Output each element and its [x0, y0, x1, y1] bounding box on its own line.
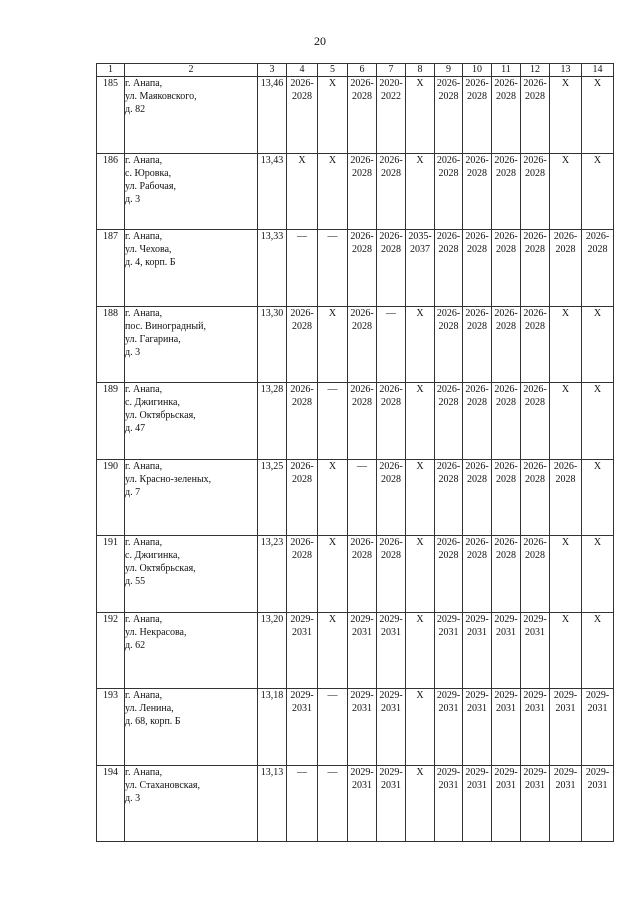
value-cell: 13,23 [258, 536, 287, 613]
address-line: г. Анапа, [125, 613, 163, 625]
period-cell: 2029-2031 [582, 765, 614, 842]
address-cell [125, 230, 258, 307]
address-line: д. 68, корп. Б [125, 716, 181, 727]
period-cell: Х [318, 459, 348, 536]
period-cell: Х [406, 306, 435, 383]
period-cell: 2026-2028 [377, 230, 406, 307]
header-cell: 12 [521, 64, 550, 77]
period-cell: 2026-2028 [492, 153, 521, 230]
period-cell: 2029-2031 [550, 765, 582, 842]
period-cell: Х [318, 77, 348, 154]
row-number: 194 [97, 765, 125, 842]
period-cell: Х [287, 153, 318, 230]
period-cell: 2026-2028 [348, 77, 377, 154]
period-cell: 2026-2028 [377, 383, 406, 460]
address-cell [125, 459, 258, 536]
period-cell: 2029-2031 [287, 689, 318, 766]
register-table [96, 63, 614, 842]
address-line: ул. Некрасова, [125, 626, 187, 638]
address-line: пос. Виноградный, [125, 320, 206, 332]
value-cell: 13,33 [258, 230, 287, 307]
header-cell: 5 [318, 64, 348, 77]
period-cell: Х [406, 153, 435, 230]
row-number: 189 [97, 383, 125, 460]
period-cell: 2029-2031 [435, 612, 463, 689]
row-number: 191 [97, 536, 125, 613]
period-cell: 2026-2028 [550, 230, 582, 307]
period-cell: 2026-2028 [521, 230, 550, 307]
period-cell: 2026-2028 [492, 230, 521, 307]
period-cell: — [318, 765, 348, 842]
address-cell [125, 612, 258, 689]
period-cell: 2026-2028 [435, 230, 463, 307]
row-number: 186 [97, 153, 125, 230]
period-cell: — [348, 459, 377, 536]
period-cell: 2026-2028 [521, 77, 550, 154]
period-cell: Х [406, 689, 435, 766]
address-line: ул. Чехова, [125, 244, 172, 255]
value-cell: 13,46 [258, 77, 287, 154]
address-line: д. 3 [125, 193, 141, 205]
period-cell: 2026-2028 [287, 459, 318, 536]
period-cell: 2029-2031 [521, 765, 550, 842]
address-line: д. 3 [125, 346, 141, 358]
table-row [97, 536, 614, 613]
period-cell: — [287, 765, 318, 842]
period-cell: Х [582, 536, 614, 613]
header-cell: 8 [406, 64, 435, 77]
period-cell: Х [550, 383, 582, 460]
period-cell: 2029-2031 [348, 612, 377, 689]
period-cell: 2026-2028 [348, 153, 377, 230]
header-cell: 11 [492, 64, 521, 77]
period-cell: 2029-2031 [348, 765, 377, 842]
table-row [97, 689, 614, 766]
period-cell: — [318, 383, 348, 460]
period-cell: 2026-2028 [348, 536, 377, 613]
period-cell: Х [582, 153, 614, 230]
period-cell: Х [406, 77, 435, 154]
address-line: с. Джигинка, [125, 550, 180, 561]
address-line: ул. Октябрьская, [125, 563, 196, 574]
period-cell: 2029-2031 [463, 612, 492, 689]
address-line: д. 3 [125, 792, 141, 804]
row-number: 192 [97, 612, 125, 689]
period-cell: 2026-2028 [348, 383, 377, 460]
period-cell: Х [582, 612, 614, 689]
address-line: г. Анапа, [125, 766, 163, 778]
period-cell: Х [406, 383, 435, 460]
period-cell: 2026-2028 [287, 383, 318, 460]
period-cell: Х [318, 153, 348, 230]
table-body [97, 77, 614, 842]
period-cell: 2029-2031 [435, 689, 463, 766]
table-row [97, 383, 614, 460]
period-cell: 2026-2028 [492, 536, 521, 613]
period-cell: 2029-2031 [492, 765, 521, 842]
table-row [97, 765, 614, 842]
value-cell: 13,28 [258, 383, 287, 460]
value-cell: 13,30 [258, 306, 287, 383]
address-cell [125, 689, 258, 766]
address-line: ул. Маяковского, [125, 91, 197, 102]
table-row [97, 612, 614, 689]
period-cell: Х [550, 77, 582, 154]
header-cell: 1 [97, 64, 125, 77]
period-cell: 2029-2031 [377, 612, 406, 689]
value-cell: 13,20 [258, 612, 287, 689]
header-cell: 13 [550, 64, 582, 77]
period-cell: Х [582, 383, 614, 460]
period-cell: 2029-2031 [348, 689, 377, 766]
header-cell: 4 [287, 64, 318, 77]
period-cell: 2026-2028 [521, 306, 550, 383]
period-cell: 2026-2028 [521, 536, 550, 613]
period-cell: 2026-2028 [435, 306, 463, 383]
period-cell: 2026-2028 [521, 383, 550, 460]
period-cell: Х [406, 536, 435, 613]
period-cell: 2026-2028 [521, 459, 550, 536]
period-cell: 2026-2028 [463, 230, 492, 307]
header-cell: 7 [377, 64, 406, 77]
table-row [97, 459, 614, 536]
row-number: 187 [97, 230, 125, 307]
period-cell: 2026-2028 [582, 230, 614, 307]
address-line: ул. Октябрьская, [125, 410, 196, 421]
period-cell: Х [406, 612, 435, 689]
period-cell: 2029-2031 [463, 765, 492, 842]
address-line: ул. Гагарина, [125, 333, 181, 345]
period-cell: 2026-2028 [377, 459, 406, 536]
row-number: 188 [97, 306, 125, 383]
period-cell: Х [318, 306, 348, 383]
period-cell: 2026-2028 [287, 536, 318, 613]
period-cell: 2026-2028 [348, 306, 377, 383]
period-cell: 2029-2031 [287, 612, 318, 689]
period-cell: 2029-2031 [492, 689, 521, 766]
period-cell: 2029-2031 [435, 765, 463, 842]
value-cell: 13,13 [258, 765, 287, 842]
header-cell: 14 [582, 64, 614, 77]
address-line: г. Анапа, [125, 460, 163, 472]
period-cell: 2026-2028 [435, 153, 463, 230]
row-number: 193 [97, 689, 125, 766]
value-cell: 13,43 [258, 153, 287, 230]
address-line: д. 55 [125, 576, 146, 587]
period-cell: 2026-2028 [435, 536, 463, 613]
address-cell [125, 153, 258, 230]
period-cell: 2026-2028 [492, 77, 521, 154]
period-cell: Х [318, 536, 348, 613]
period-cell: 2026-2028 [435, 77, 463, 154]
period-cell: Х [406, 459, 435, 536]
row-number: 190 [97, 459, 125, 536]
period-cell: 2026-2028 [435, 459, 463, 536]
period-cell: 2020-2022 [377, 77, 406, 154]
period-cell: 2026-2028 [492, 459, 521, 536]
header-cell: 10 [463, 64, 492, 77]
page-number: 20 [314, 34, 326, 48]
period-cell: 2029-2031 [377, 689, 406, 766]
period-cell: Х [582, 77, 614, 154]
period-cell: 2026-2028 [348, 230, 377, 307]
table-row [97, 153, 614, 230]
header-cell: 3 [258, 64, 287, 77]
header-cell: 9 [435, 64, 463, 77]
period-cell: — [318, 230, 348, 307]
address-line: ул. Ленина, [125, 703, 174, 714]
address-cell [125, 765, 258, 842]
address-line: г. Анапа, [125, 231, 163, 242]
period-cell: 2029-2031 [521, 689, 550, 766]
header-cell: 2 [125, 64, 258, 77]
address-line: д. 82 [125, 104, 146, 115]
address-line: ул. Красно-зеленых, [125, 473, 212, 485]
period-cell: 2026-2028 [521, 153, 550, 230]
value-cell: 13,18 [258, 689, 287, 766]
header-cell: 6 [348, 64, 377, 77]
period-cell: 2026-2028 [550, 459, 582, 536]
address-cell [125, 77, 258, 154]
period-cell: Х [582, 306, 614, 383]
address-line: г. Анапа, [125, 154, 163, 166]
table-row [97, 230, 614, 307]
address-line: ул. Стахановская, [125, 779, 201, 791]
period-cell: 2029-2031 [550, 689, 582, 766]
period-cell: Х [582, 459, 614, 536]
period-cell: 2029-2031 [492, 612, 521, 689]
header-row [97, 64, 614, 77]
period-cell: 2026-2028 [492, 383, 521, 460]
period-cell: Х [550, 153, 582, 230]
period-cell: 2026-2028 [287, 77, 318, 154]
period-cell: 2026-2028 [463, 153, 492, 230]
period-cell: Х [550, 612, 582, 689]
period-cell: Х [550, 536, 582, 613]
period-cell: — [377, 306, 406, 383]
table-row [97, 77, 614, 154]
address-line: д. 47 [125, 423, 146, 434]
period-cell: 2029-2031 [582, 689, 614, 766]
address-cell [125, 306, 258, 383]
period-cell: Х [318, 612, 348, 689]
address-line: д. 4, корп. Б [125, 257, 176, 268]
address-line: с. Джигинка, [125, 397, 180, 408]
address-line: г. Анапа, [125, 384, 163, 395]
address-line: д. 7 [125, 486, 141, 498]
address-line: д. 62 [125, 639, 146, 651]
period-cell: 2029-2031 [377, 765, 406, 842]
period-cell: Х [406, 765, 435, 842]
address-line: г. Анапа, [125, 690, 163, 701]
period-cell: — [287, 230, 318, 307]
period-cell: 2035-2037 [406, 230, 435, 307]
period-cell: Х [550, 306, 582, 383]
address-line: г. Анапа, [125, 78, 163, 89]
address-line: с. Юровка, [125, 167, 172, 179]
address-line: г. Анапа, [125, 537, 163, 548]
period-cell: 2026-2028 [287, 306, 318, 383]
period-cell: 2026-2028 [377, 153, 406, 230]
period-cell: 2026-2028 [377, 536, 406, 613]
period-cell: 2026-2028 [463, 383, 492, 460]
period-cell: 2026-2028 [435, 383, 463, 460]
period-cell: 2026-2028 [463, 536, 492, 613]
value-cell: 13,25 [258, 459, 287, 536]
period-cell: 2029-2031 [521, 612, 550, 689]
period-cell: 2026-2028 [492, 306, 521, 383]
period-cell: 2026-2028 [463, 459, 492, 536]
row-number: 185 [97, 77, 125, 154]
period-cell: 2026-2028 [463, 306, 492, 383]
address-cell [125, 383, 258, 460]
address-line: г. Анапа, [125, 307, 163, 319]
address-cell [125, 536, 258, 613]
address-line: ул. Рабочая, [125, 180, 176, 192]
period-cell: 2029-2031 [463, 689, 492, 766]
table-row [97, 306, 614, 383]
period-cell: 2026-2028 [463, 77, 492, 154]
period-cell: — [318, 689, 348, 766]
